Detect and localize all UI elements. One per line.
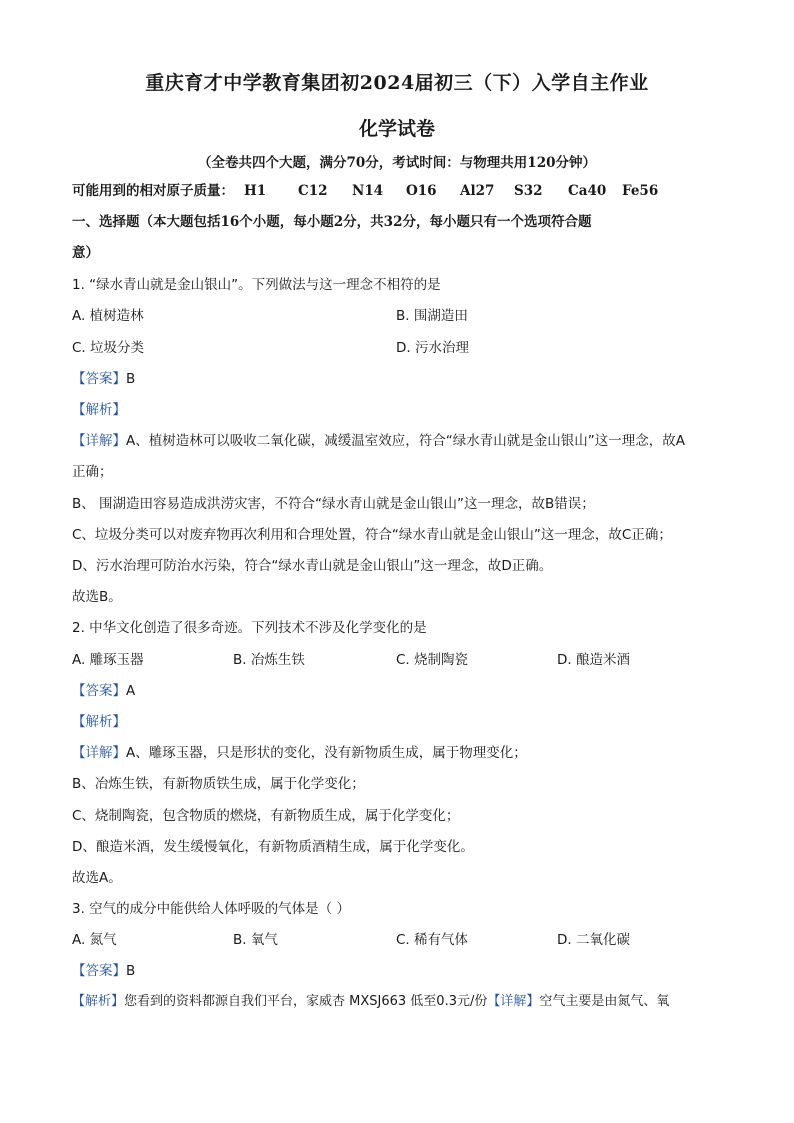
option-b: B. 冶炼生铁 bbox=[233, 652, 305, 668]
mass-item: H1 bbox=[244, 183, 267, 199]
detail-line bbox=[72, 431, 685, 451]
page-title: 重庆育才中学教育集团初2024届初三（下）入学自主作业 bbox=[145, 72, 649, 94]
answer-line bbox=[72, 369, 135, 389]
detail-text: A、植树造林可以吸收二氧化碳，减缓温室效应，符合“绿水青山就是金山银山”这一理念，故A bbox=[126, 433, 685, 449]
option-a: A. 雕琢玉器 bbox=[72, 652, 144, 668]
answer-tag: 【答案】 bbox=[72, 963, 126, 979]
mass-item: N14 bbox=[352, 183, 384, 199]
section-heading: 一、选择题（本大题包括16个小题，每小题2分，共32分，每小题只有一个选项符合题 bbox=[72, 214, 592, 230]
mass-item: Fe56 bbox=[622, 183, 659, 199]
detail-line: B、冶炼生铁，有新物质铁生成，属于化学变化； bbox=[72, 776, 365, 792]
detail-text: A、雕琢玉器，只是形状的变化，没有新物质生成，属于物理变化； bbox=[126, 745, 527, 761]
mass-item: Al27 bbox=[460, 183, 495, 199]
detail-line: C、垃圾分类可以对废弃物再次利用和合理处置，符合“绿水青山就是金山银山”这一理念，故C正确； bbox=[72, 527, 672, 543]
detail-line: C、烧制陶瓷，包含物质的燃烧，有新物质生成，属于化学变化； bbox=[72, 808, 460, 824]
detail-tag: 【详解】 bbox=[72, 745, 126, 761]
option-c: C. 烧制陶瓷 bbox=[396, 652, 469, 668]
answer-tag: 【答案】 bbox=[72, 371, 126, 387]
answer-value: B bbox=[126, 963, 136, 979]
answer-value: A bbox=[126, 683, 136, 699]
option-d: D. 二氧化碳 bbox=[557, 932, 630, 948]
subject-title: 化学试卷 bbox=[358, 118, 435, 140]
conclusion: 故选B。 bbox=[72, 589, 122, 605]
detail-line: 正确； bbox=[72, 464, 113, 480]
analysis-tag: 【解析】 bbox=[72, 714, 126, 730]
detail-line: D、污水治理可防治水污染，符合“绿水青山就是金山银山”这一理念，故D正确。 bbox=[72, 558, 553, 574]
conclusion: 故选A。 bbox=[72, 870, 122, 886]
analysis-line bbox=[72, 992, 669, 1012]
masses-label: 可能用到的相对原子质量： bbox=[72, 183, 234, 199]
option-d: D. 酿造米酒 bbox=[557, 652, 630, 668]
option-d: D. 污水治理 bbox=[396, 340, 469, 356]
detail-line: D、酿造米酒，发生缓慢氧化，有新物质酒精生成，属于化学变化。 bbox=[72, 839, 474, 855]
section-heading-cont: 意） bbox=[72, 245, 99, 261]
question-stem: 1. “绿水青山就是金山银山”。下列做法与这一理念不相符的是 bbox=[72, 277, 441, 293]
detail-text: 空气主要是由氮气、氧 bbox=[539, 994, 670, 1009]
option-b: B. 围湖造田 bbox=[396, 308, 468, 324]
option-a: A. 氮气 bbox=[72, 932, 117, 948]
answer-value: B bbox=[126, 371, 136, 387]
option-b: B. 氧气 bbox=[233, 932, 278, 948]
analysis-tag: 【解析】 bbox=[72, 994, 125, 1009]
atomic-masses bbox=[72, 181, 676, 201]
exam-note: （全卷共四个大题，满分70分，考试时间：与物理共用120分钟） bbox=[198, 155, 596, 171]
option-c: C. 稀有气体 bbox=[396, 932, 469, 948]
mass-item: S32 bbox=[514, 183, 543, 199]
question-stem: 3. 空气的成分中能供给人体呼吸的气体是（ ） bbox=[72, 901, 350, 917]
detail-tag: 【详解】 bbox=[72, 433, 126, 449]
answer-line bbox=[72, 961, 135, 981]
analysis-tag: 【解析】 bbox=[72, 402, 126, 418]
mass-item: Ca40 bbox=[568, 183, 607, 199]
answer-line bbox=[72, 681, 135, 701]
detail-line bbox=[72, 743, 527, 763]
mass-item: O16 bbox=[406, 183, 437, 199]
option-a: A. 植树造林 bbox=[72, 308, 144, 324]
mass-item: C12 bbox=[298, 183, 328, 199]
answer-tag: 【答案】 bbox=[72, 683, 126, 699]
promo-text: 您看到的资料都源自我们平台，家威杏 MXSJ663 低至0.3元/份 bbox=[124, 994, 488, 1009]
detail-line: B、 围湖造田容易造成洪涝灾害，不符合“绿水青山就是金山银山”这一理念，故B错误； bbox=[72, 496, 595, 512]
detail-tag: 【详解】 bbox=[487, 994, 540, 1009]
question-stem: 2. 中华文化创造了很多奇迹。下列技术不涉及化学变化的是 bbox=[72, 620, 427, 636]
option-c: C. 垃圾分类 bbox=[72, 340, 145, 356]
